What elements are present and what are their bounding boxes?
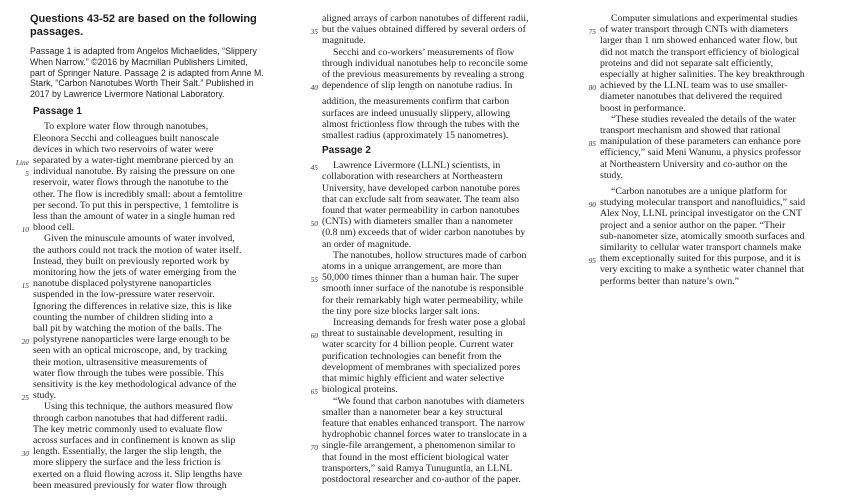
passage-line-text: other. The flow is incredibly small: about a femtolitre <box>33 188 243 200</box>
passage-line-text: of water transport through CNTs with diameters <box>600 24 789 36</box>
passage-line <box>577 24 849 35</box>
line-number: 60 <box>310 331 318 341</box>
line-number: 95 <box>588 256 596 266</box>
passage-line-text: “We found that carbon nanotubes with diameters <box>333 395 525 407</box>
passage-line <box>299 227 571 238</box>
passage-line-text: individual nanotube. By raising the pressure on one <box>33 166 235 178</box>
passage-line <box>10 357 292 368</box>
passage-line <box>299 13 571 24</box>
passage-line-text: through individual nanotubes help to reconcile some <box>322 57 528 69</box>
passage-line <box>577 80 849 91</box>
passage-line <box>299 69 571 80</box>
passage-line <box>10 413 292 424</box>
passage-heading: Passage 2 <box>322 145 371 157</box>
passage-line <box>10 379 292 390</box>
passage-line-text: the tiny pore size blocks larger salt ions. <box>322 305 480 317</box>
passage-line <box>10 312 292 323</box>
passage-line-text: (0.8 nm) exceeds that of wider carbon nanotubes by <box>322 227 526 239</box>
passage-line <box>577 35 849 46</box>
passage-line <box>10 267 292 278</box>
passage-line <box>299 272 571 283</box>
passage-line <box>10 289 292 300</box>
passage-line <box>299 47 571 58</box>
passage-line <box>299 250 571 261</box>
passage-line-text: transporters,” said Ramya Tunuguntla, an LLNL <box>322 462 513 474</box>
passage-line-text: at Northeastern University and co-author on the <box>600 158 788 170</box>
passage-line <box>577 147 849 158</box>
source-note-line: When Narrow.” ©2016 by Macmillan Publishers Limited, <box>30 57 248 67</box>
questions-header-line: Questions 43-52 are based on the following <box>30 13 257 25</box>
passage-heading: Passage 1 <box>33 106 82 118</box>
passage-line-text: Given the minuscule amounts of water involved, <box>44 233 235 245</box>
passage-line <box>299 58 571 69</box>
passage-line <box>10 323 292 334</box>
passage-line-text: magnitude. <box>322 35 366 47</box>
passage-line <box>299 429 571 440</box>
passage-line-text: been measured previously for water flow through <box>33 479 227 491</box>
passage-line-text: very exciting to make a synthetic water channel that <box>600 264 805 276</box>
passage-line <box>299 440 571 451</box>
passage-line-text: monitoring how the jets of water emerging from the <box>33 267 237 279</box>
passage-line <box>10 345 292 356</box>
passage-line <box>299 351 571 362</box>
passage-line-text: atoms in a unique arrangement, are more than <box>322 261 502 273</box>
passage-line <box>10 435 292 446</box>
passage-line-text: The key metric commonly used to evaluate flow <box>33 423 223 435</box>
passage-line-text: through carbon nanotubes that had different radii. <box>33 412 228 424</box>
line-number: 15 <box>21 281 29 291</box>
passage-line <box>299 362 571 373</box>
passage-line <box>299 339 571 350</box>
passage-line-text: of the previous measurements by revealing a strong <box>322 69 525 81</box>
passage-line-text: water scarcity for 4 billion people. Current water <box>322 339 514 351</box>
passage-line <box>10 334 292 345</box>
passage-line-text: addition, the measurements confirm that carbon <box>322 96 510 108</box>
passage-line-text: efficiency,” said Meni Wanunu, a physics professor <box>600 147 802 159</box>
passage-line-text: exerted on a fluid flowing across it. Slip lengths have <box>33 468 242 480</box>
passage-line <box>577 186 849 197</box>
line-number: 35 <box>310 27 318 37</box>
passage-line <box>299 24 571 35</box>
passage-line-text: them exceptionally suited for this purpose, and it is <box>600 253 801 265</box>
passage-line-text: more slippery the surface and the less friction is <box>33 457 221 469</box>
passage-line-text: that can exclude salt from seawater. The team also <box>322 193 520 205</box>
passage-line <box>10 480 292 491</box>
passage-line <box>299 418 571 429</box>
passage-line-text: separated by a water-tight membrane pierced by an <box>33 154 234 166</box>
passage-line <box>299 384 571 395</box>
passage-line <box>10 424 292 435</box>
line-number: 85 <box>588 139 596 149</box>
passage-line <box>577 91 849 102</box>
passage-line-text: single-file arrangement, a phenomenon similar to <box>322 440 516 452</box>
column-1 <box>10 13 292 491</box>
passage-line-text: larger than 1 nm showed enhanced water flow, but <box>600 35 798 47</box>
passage-line <box>10 200 292 211</box>
passage-line <box>577 197 849 208</box>
source-note-line: Stark, “Carbon Nanotubes Worth Their Salt.” Published in <box>30 78 254 89</box>
passage-line-text: manipulation of these parameters can enhance pore <box>600 136 801 148</box>
passage-line-text: To explore water flow through nanotubes, <box>44 121 209 133</box>
passage-line-text: Ignoring the differences in relative size, this is like <box>33 300 232 312</box>
passage-line <box>10 256 292 267</box>
passage-line-text: studying molecular transport and nanofluidics,” said <box>600 197 806 209</box>
passage-line <box>10 121 292 132</box>
passage-line <box>10 390 292 401</box>
source-note-line: Passage 1 is adapted from Angelos Michaelides, “Slippery <box>30 46 257 57</box>
passage-line <box>577 208 849 219</box>
passage-line-text: for their remarkably high water permeability, while <box>322 294 523 306</box>
passage-line <box>299 373 571 384</box>
passage-line-text: their motion, ultrasensitive measurements of <box>33 356 208 368</box>
line-number: 75 <box>588 27 596 37</box>
passage-line <box>299 396 571 407</box>
passage-line-text: University, have developed carbon nanotube pores <box>322 182 520 194</box>
passage-line-text: Alex Noy, LLNL principal investigator on the CNT <box>600 208 802 220</box>
passage-line <box>299 328 571 339</box>
passage-line <box>299 171 571 182</box>
passage-line-text: dependence of slip length on nanotube radius. In <box>322 80 513 92</box>
passage-line <box>299 130 571 141</box>
passage-line <box>577 13 849 24</box>
passage-line-text: Computer simulations and experimental studies <box>611 13 798 24</box>
passage-line-text: study. <box>33 390 57 402</box>
line-number: 45 <box>310 163 318 173</box>
passage-line-text: blood cell. <box>33 222 75 234</box>
passage-line <box>10 155 292 166</box>
passage-line-text: that mimic highly efficient and water selective <box>322 373 505 385</box>
passage-line-text: biological proteins. <box>322 384 398 396</box>
passage-line-text: almost frictionless flow through the tubes with the <box>322 118 520 130</box>
passage-line <box>299 108 571 119</box>
passage-line <box>299 283 571 294</box>
passage-line-text: performs better than nature’s own.” <box>600 275 740 287</box>
passage-line-text: Instead, they built on previously reported work by <box>33 255 230 267</box>
passage-line-text: “Carbon nanotubes are a unique platform for <box>611 186 787 198</box>
passage-line <box>299 160 571 171</box>
passage-line-text: nanotube displaced polystyrene nanoparticles <box>33 278 212 290</box>
passage-line <box>577 242 849 253</box>
passage-line <box>577 159 849 170</box>
passage-line-text: that found in the most efficient biological water <box>322 451 509 463</box>
passage-line <box>10 469 292 480</box>
passage-line <box>299 80 571 91</box>
line-number: 40 <box>310 83 318 93</box>
passage-line <box>577 231 849 242</box>
passage-line-text: threat to sustainable development, resulting in <box>322 328 503 340</box>
passage-line-text: 50,000 times thinner than a human hair. The super <box>322 272 519 284</box>
line-number: 25 <box>21 393 29 403</box>
passage-line-text: purification technologies can benefit from the <box>322 350 502 362</box>
passage-line-text: reservoir, water flows through the nanotube to the <box>33 177 229 189</box>
passage-line-text: devices in which two reservoirs of water were <box>33 143 214 155</box>
passage-line <box>577 170 849 181</box>
passage-line-text: “These studies revealed the details of the water <box>611 113 796 125</box>
passage-line-text: hydrophobic channel forces water to translocate in a <box>322 429 527 441</box>
passage-line <box>10 446 292 457</box>
passage-line-text: length. Essentially, the larger the slip length, the <box>33 446 222 458</box>
source-note-line: part of Springer Nature. Passage 2 is adapted from Anne M. <box>30 67 264 78</box>
passage-line-text: smallest radius (approximately 15 nanometres). <box>322 130 509 142</box>
passage-line-text: development of membranes with specialized pores <box>322 361 521 373</box>
passage-line <box>299 407 571 418</box>
passage-line <box>299 295 571 306</box>
line-number: 55 <box>310 275 318 285</box>
passage-line-text: water flow through the tubes were possible. This <box>33 367 224 379</box>
line-number: Line <box>15 157 29 167</box>
passage-line-text: transport mechanism and showed that rational <box>600 125 781 137</box>
passage-line-text: (CNTs) with diameters smaller than a nanometer <box>322 216 513 228</box>
passage-line <box>577 69 849 80</box>
passage-line-text: sub-nanometer size, atomically smooth surfaces and <box>600 230 805 242</box>
passage-line-text: diameter nanotubes that delivered the required <box>600 91 782 103</box>
passage-line <box>10 368 292 379</box>
passage-line <box>577 47 849 58</box>
passage-line-text: did not match the transport efficiency of biological <box>600 46 800 58</box>
passage-line-text: feature that enables enhanced transport. The narrow <box>322 417 526 429</box>
passage-line <box>299 452 571 463</box>
line-number: 80 <box>588 83 596 93</box>
passage-line <box>10 133 292 144</box>
passage-line-text: achieved by the LLNL team was to use smaller- <box>600 80 788 92</box>
passage-line <box>10 144 292 155</box>
source-note-line: 2017 by Lawrence Livermore National Laboratory. <box>30 88 225 99</box>
passage-line <box>299 216 571 227</box>
passage-line <box>577 220 849 231</box>
passage-line <box>10 233 292 244</box>
passage-line <box>10 177 292 188</box>
passage-line <box>299 239 571 250</box>
column-2 <box>299 13 571 485</box>
passage-line-text: less than the amount of water in a single human red <box>33 211 235 222</box>
passage-line-text: found that water permeability in carbon nanotubes <box>322 205 520 217</box>
passage-line <box>577 103 849 114</box>
passage-line-text: smaller than a nanometer bear a key structural <box>322 406 503 418</box>
passage-line-text: Using this technique, the authors measured flow <box>44 401 234 413</box>
passage-line <box>299 463 571 474</box>
passage-line <box>577 253 849 264</box>
passage-line <box>577 276 849 287</box>
passage-line-text: Lawrence Livermore (LLNL) scientists, in <box>333 160 501 172</box>
passage-line <box>10 301 292 312</box>
passage-line-text: postdoctoral researcher and co-author of the paper. <box>322 473 521 485</box>
passage-line <box>299 306 571 317</box>
passage-line-text: especially at higher salinities. The key breakthrough <box>600 69 805 81</box>
passage-line-text: but the values obtained differed by several orders of <box>322 24 526 36</box>
passage-line <box>10 189 292 200</box>
passage-line-text: Eleonora Secchi and colleagues built nanoscale <box>33 132 219 144</box>
passage-line <box>299 474 571 485</box>
passage-line-text: Increasing demands for fresh water pose a global <box>333 317 526 329</box>
column-3 <box>577 13 849 287</box>
passage-line <box>577 136 849 147</box>
passage-line <box>299 261 571 272</box>
line-number: 90 <box>588 200 596 210</box>
passage-line-text: aligned arrays of carbon nanotubes of different radii, <box>322 13 529 24</box>
passage-line <box>10 166 292 177</box>
line-number: 30 <box>21 449 29 459</box>
passage-line <box>299 317 571 328</box>
passage-line <box>299 119 571 130</box>
passage-line-text: counting the number of children sliding into a <box>33 311 213 323</box>
passage-line-text: suspended in the low-pressure water reservoir. <box>33 289 215 301</box>
passage-line <box>10 211 292 222</box>
passage-line-text: proteins and did not separate salt efficiently, <box>600 57 774 69</box>
passage-line <box>10 401 292 412</box>
passage-line <box>299 183 571 194</box>
passage-line <box>10 222 292 233</box>
line-number: 70 <box>310 443 318 453</box>
passage-line-text: project and a senior author on the paper. “Their <box>600 219 786 231</box>
passage-line <box>299 96 571 107</box>
passage-line <box>299 205 571 216</box>
line-number: 65 <box>310 387 318 397</box>
questions-header-line: passages. <box>30 26 84 39</box>
passage-line-text: collaboration with researchers at Northeastern <box>322 171 503 183</box>
passage-line <box>299 194 571 205</box>
passage-line-text: sensitivity is the key methodological advance of the <box>33 379 237 391</box>
passage-line-text: per second. To put this in perspective, 1 femtolitre is <box>33 199 239 211</box>
passage-line-text: an order of magnitude. <box>322 238 412 250</box>
passage-line <box>577 125 849 136</box>
passage-line-text: ball pit by watching the motion of the balls. The <box>33 323 222 335</box>
passage-line <box>577 264 849 275</box>
passage-line <box>10 278 292 289</box>
passage-line-text: study. <box>600 169 624 181</box>
line-number: 5 <box>25 169 29 179</box>
passage-line-text: similarity to cellular water transport channels make <box>600 242 802 254</box>
line-number: 10 <box>21 225 29 235</box>
source-note <box>10 46 292 99</box>
line-number: 50 <box>310 219 318 229</box>
passage-line <box>577 58 849 69</box>
line-number: 20 <box>21 337 29 347</box>
passage-line <box>577 114 849 125</box>
passage-line-text: The nanotubes, hollow structures made of carbon <box>333 249 527 261</box>
passage-line-text: seen with an optical microscope, and, by tracking <box>33 345 227 357</box>
passage-line <box>299 35 571 46</box>
questions-header <box>10 13 292 39</box>
passage-line <box>10 457 292 468</box>
passage-line-text: across surfaces and in confinement is known as slip <box>33 435 236 447</box>
passage-line-text: smooth inner surface of the nanotube is responsible <box>322 283 524 295</box>
passage-line-text: Secchi and co-workers’ measurements of flow <box>333 46 515 58</box>
passage-line-text: polystyrene nanoparticles were large enough to be <box>33 334 230 346</box>
passage-line <box>10 245 292 256</box>
passage-line-text: boost in performance. <box>600 102 686 114</box>
passage-line-text: the authors could not track the motion of water itself. <box>33 244 242 256</box>
passage-line-text: surfaces are indeed unusually slippery, allowing <box>322 107 511 119</box>
